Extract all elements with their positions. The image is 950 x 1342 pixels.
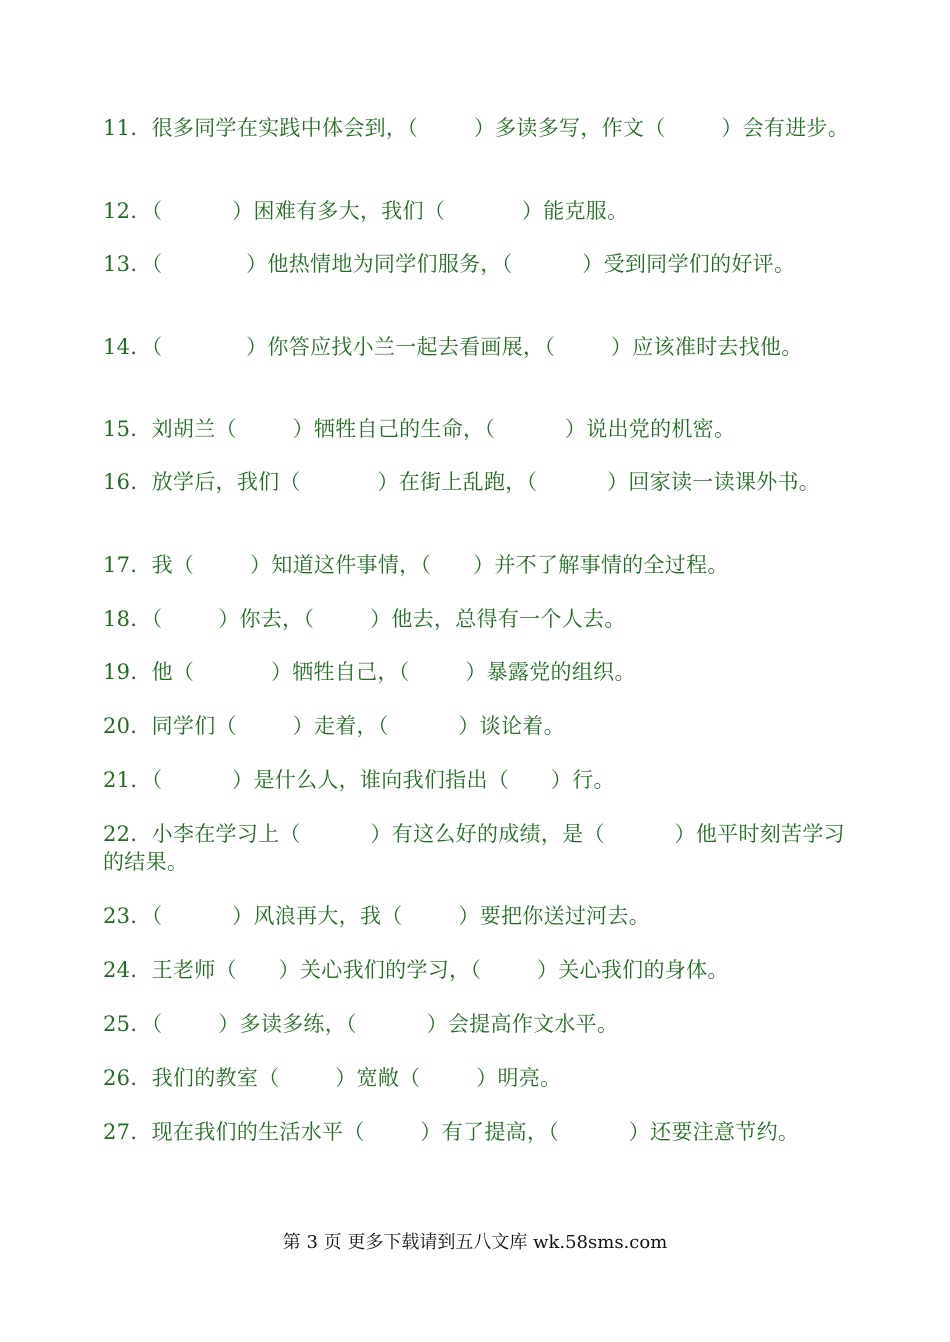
question-20: 20．同学们（ ）走着，（ ）谈论着。 [103, 714, 565, 738]
question-11: 11．很多同学在实践中体会到，（ ）多读多写，作文（ ）会有进步。 [103, 116, 850, 140]
question-24: 24．王老师（ ）关心我们的学习，（ ）关心我们的身体。 [103, 958, 729, 982]
question-22: 22．小李在学习上（ ）有这么好的成绩，是（ ）他平时刻苦学习的结果。 [103, 822, 845, 874]
question-23: 23．（ ）风浪再大，我（ ）要把你送过河去。 [103, 904, 651, 928]
question-18: 18．（ ）你去，（ ）他去，总得有一个人去。 [103, 607, 626, 631]
question-26: 26．我们的教室（ ）宽敞（ ）明亮。 [103, 1066, 562, 1090]
question-27: 27．现在我们的生活水平（ ）有了提高，（ ）还要注意节约。 [103, 1120, 800, 1144]
question-15: 15．刘胡兰（ ）牺牲自己的生命，（ ）说出党的机密。 [103, 417, 736, 441]
question-19: 19．他（ ）牺牲自己，（ ）暴露党的组织。 [103, 660, 636, 684]
question-13: 13．（ ）他热情地为同学们服务，（ ）受到同学们的好评。 [103, 252, 796, 276]
question-12: 12．（ ）困难有多大，我们（ ）能克服。 [103, 199, 629, 223]
question-25: 25．（ ）多读多练，（ ）会提高作文水平。 [103, 1012, 619, 1036]
question-16: 16．放学后，我们（ ）在街上乱跑，（ ）回家读一读课外书。 [103, 470, 821, 494]
question-17: 17．我（ ）知道这件事情，（ ）并不了解事情的全过程。 [103, 553, 729, 577]
question-21: 21．（ ）是什么人，谁向我们指出（ ）行。 [103, 768, 615, 792]
question-14: 14．（ ）你答应找小兰一起去看画展，（ ）应该准时去找他。 [103, 335, 803, 359]
page-footer: 第 3 页 更多下载请到五八文库 wk.58sms.com [282, 1232, 668, 1253]
